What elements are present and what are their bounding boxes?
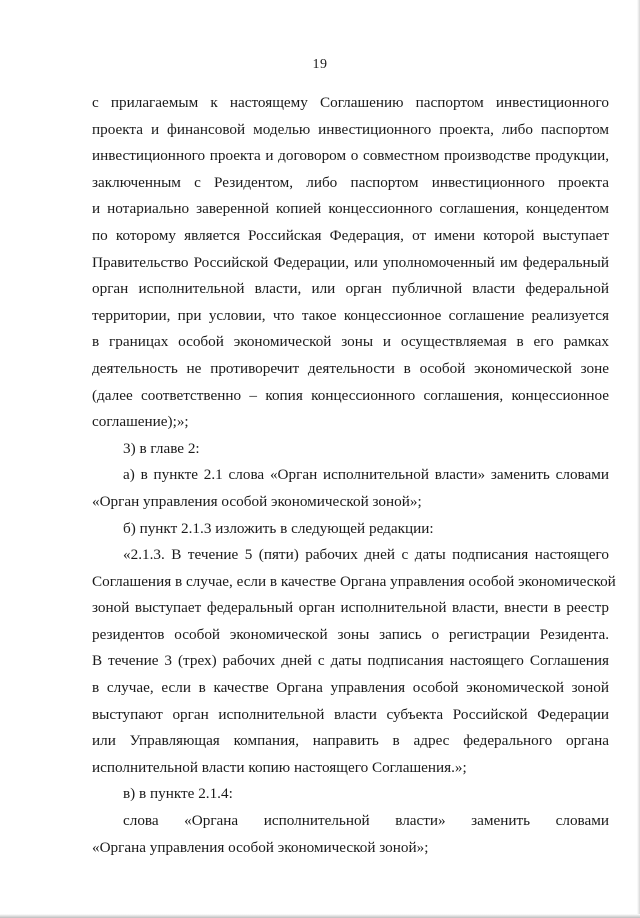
- text-line: «2.1.3. В течение 5 (пяти) рабочих дней с даты подписания настоящего: [123, 546, 609, 564]
- scan-edge-bottom: [0, 914, 640, 918]
- text-line: в случае, если в качестве Органа управления особой экономической зоной: [92, 679, 609, 697]
- page-number: 19: [312, 57, 328, 72]
- text-line: инвестиционного проекта и договором о совместном производстве продукции,: [92, 147, 609, 165]
- text-line: орган исполнительной власти, или орган публичной власти федеральной: [92, 280, 609, 298]
- text-line: деятельность не противоречит деятельности в особой экономической зоне: [92, 359, 609, 377]
- text-line: или Управляющая компания, направить в адрес федерального органа: [92, 732, 609, 750]
- text-line: в) в пункте 2.1.4:: [123, 785, 233, 803]
- text-line: слова «Органа исполнительной власти» заменить словами: [123, 812, 609, 830]
- text-line: б) пункт 2.1.3 изложить в следующей редакции:: [123, 519, 434, 537]
- text-line: территории, при условии, что такое концессионное соглашение реализуется: [92, 306, 609, 324]
- text-line: «Органа управления особой экономической зоной»;: [92, 838, 429, 856]
- text-line: (далее соответственно – копия концессионного соглашения, концессионное: [92, 386, 609, 404]
- text-line: резидентов особой экономической зоны запись о регистрации Резидента.: [92, 625, 609, 643]
- document-body: [92, 90, 616, 861]
- text-line: 3) в главе 2:: [123, 439, 200, 457]
- text-line: и нотариально заверенной копией концессионного соглашения, концедентом: [92, 200, 609, 218]
- text-line: в границах особой экономической зоны и осуществляемая в его рамках: [92, 333, 609, 351]
- text-line: проекта и финансовой моделью инвестиционного проекта, либо паспортом: [92, 120, 609, 138]
- text-line: Соглашения в случае, если в качестве Органа управления особой экономической: [92, 572, 616, 590]
- text-line: В течение 3 (трех) рабочих дней с даты подписания настоящего Соглашения: [92, 652, 609, 670]
- text-line: заключенным с Резидентом, либо паспортом инвестиционного проекта: [92, 173, 609, 191]
- text-line: зоной выступает федеральный орган исполнительной власти, внести в реестр: [92, 599, 609, 617]
- text-line: по которому является Российская Федерация, от имени которой выступает: [92, 226, 609, 244]
- text-line: «Орган управления особой экономической зоной»;: [92, 492, 422, 510]
- text-line: соглашение);»;: [92, 413, 189, 431]
- text-line: с прилагаемым к настоящему Соглашению паспортом инвестиционного: [92, 94, 609, 111]
- text-line: Правительство Российской Федерации, или уполномоченный им федеральный: [92, 253, 609, 271]
- text-line: выступают орган исполнительной власти субъекта Российской Федерации: [92, 705, 609, 723]
- text-line: исполнительной власти копию настоящего Соглашения.»;: [92, 758, 467, 776]
- text-line: а) в пункте 2.1 слова «Орган исполнительной власти» заменить словами: [123, 466, 609, 484]
